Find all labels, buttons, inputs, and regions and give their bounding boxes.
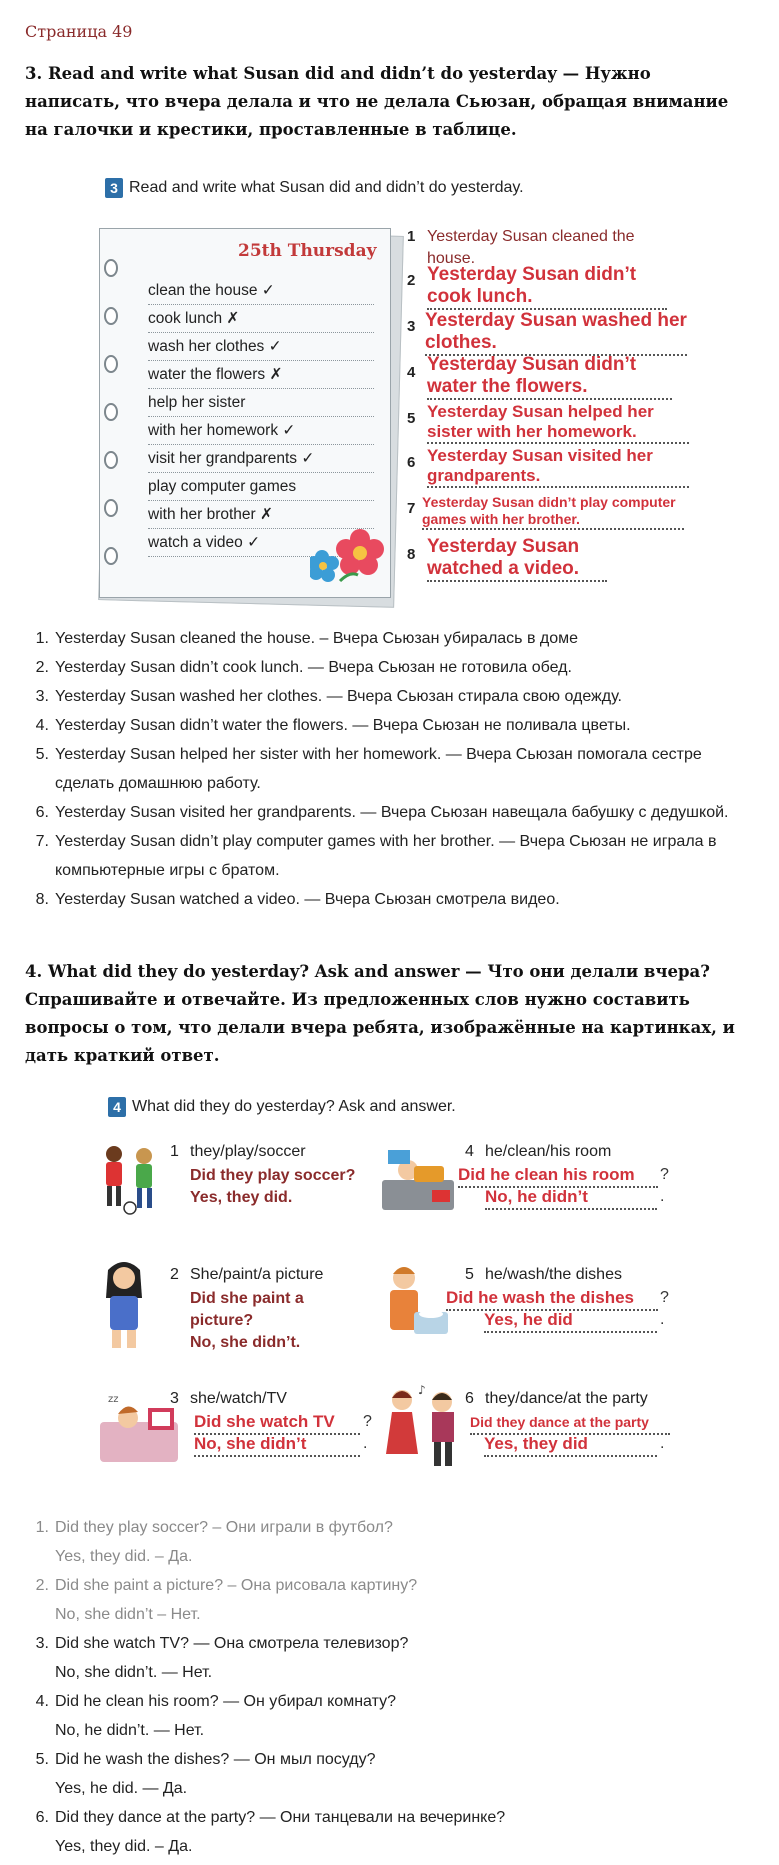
list-item-answer: No, he didn’t. — Нет. (55, 1722, 205, 1739)
item-number: 3 (170, 1390, 179, 1407)
answer-handwritten: Yesterday Susan didn’t play computer games with her brother. (422, 494, 684, 530)
ring-icon (104, 547, 118, 565)
exercise-number-badge: 3 (105, 178, 123, 198)
item-number: 6 (465, 1390, 474, 1407)
answer-printed: Yesterday Susan cleaned the house. (427, 228, 635, 267)
answer-handwritten: Yesterday Susan washed her clothes. (425, 310, 687, 356)
list-item: 6. Yesterday Susan visited her grandparents. — Вчера Сьюзан навещала бабушку с дедушкой. (35, 804, 729, 821)
svg-text:zz: zz (108, 1394, 119, 1405)
list-item: 5. Yesterday Susan helped her sister with her homework. — Вчера Сьюзан помогала сестре сделать домашнюю работу. (35, 746, 702, 792)
item-question-handwritten: Did he wash the dishes (446, 1287, 658, 1311)
period-mark: . (660, 1188, 665, 1205)
notebook-item: cook lunch ✗ (148, 305, 374, 333)
page-label: Страница 49 (25, 22, 133, 41)
list-item: 5. Did he wash the dishes? — Он мыл посуду? (35, 1751, 376, 1768)
item-number: 1 (170, 1143, 179, 1160)
list-item: 8. Yesterday Susan watched a video. — Вчера Сьюзан смотрела видео. (35, 891, 560, 908)
period-mark: . (363, 1435, 368, 1452)
item-prompt: he/clean/his room (485, 1143, 612, 1160)
answer-handwritten: Yesterday Susan didn’t cook lunch. (427, 264, 667, 310)
answer-number: 3 (407, 318, 416, 335)
flower-icon (310, 519, 390, 589)
item-answer-handwritten: Yes, he did (484, 1309, 657, 1333)
question-mark: ? (660, 1166, 669, 1183)
boy-washing-dishes-picture (380, 1262, 450, 1342)
ring-icon (104, 259, 118, 277)
notebook-item: wash her clothes ✓ (148, 333, 374, 361)
notebook (99, 228, 391, 598)
answer-handwritten: Yesterday Susan didn’t water the flowers. (427, 354, 672, 400)
question-mark: ? (660, 1289, 669, 1306)
list-item: 4. Yesterday Susan didn’t water the flowers. — Вчера Сьюзан не поливала цветы. (35, 717, 631, 734)
item-question: Did they play soccer? (190, 1167, 356, 1184)
svg-text:♪: ♪ (418, 1383, 426, 1397)
ring-icon (104, 451, 118, 469)
period-mark: . (660, 1435, 665, 1452)
notebook-item: water the flowers ✗ (148, 361, 374, 389)
item-prompt: she/watch/TV (190, 1390, 287, 1407)
answer-number: 8 (407, 546, 416, 563)
question-mark: ? (363, 1413, 372, 1430)
period-mark: . (660, 1311, 665, 1328)
list-item: 7. Yesterday Susan didn’t play computer games with her brother. — Вчера Сьюзан не играла в компьютерные игры с братом. (35, 833, 717, 879)
answer-number: 6 (407, 454, 416, 471)
answer-number: 7 (407, 500, 416, 517)
item-prompt: he/wash/the dishes (485, 1266, 622, 1283)
girl-painting-picture (102, 1258, 146, 1350)
item-answer: No, she didn’t. (190, 1334, 301, 1351)
notebook-item: play computer games (148, 473, 374, 501)
item-answer-handwritten: Yes, they did (484, 1433, 657, 1457)
item-question-handwritten: Did she watch TV (194, 1411, 360, 1435)
item-prompt: they/dance/at the party (485, 1390, 648, 1407)
girl-watching-tv-picture (98, 1388, 180, 1468)
people-dancing-picture (378, 1382, 470, 1470)
item-answer-handwritten: No, she didn’t (194, 1433, 360, 1457)
list-item: 6. Did they dance at the party? — Они танцевали на вечеринке? (35, 1809, 506, 1826)
ring-icon (104, 499, 118, 517)
list-item: 3. Did she watch TV? — Она смотрела телевизор? (35, 1635, 409, 1652)
answer-number: 1 (407, 228, 416, 245)
item-number: 2 (170, 1266, 179, 1283)
notebook-item: with her brother ✗ (148, 501, 374, 529)
ring-icon (104, 355, 118, 373)
notebook-item: visit her grandparents ✓ (148, 445, 374, 473)
list-item: 2. Yesterday Susan didn’t cook lunch. — Вчера Сьюзан не готовила обед. (35, 659, 572, 676)
answer-handwritten: Yesterday Susan watched a video. (427, 536, 607, 582)
soccer-players-picture (96, 1140, 166, 1216)
exercise-number-badge: 4 (108, 1097, 126, 1117)
answer-number: 4 (407, 364, 416, 381)
exercise-4-heading: 4. What did they do yesterday? Ask and answer — Что они делали вчера? Спрашивайте и отвечайте. Из предложенных слов нужно составить вопросы о том, что делали вчера ребята, изображённые на картинках, и дать краткий ответ. (25, 962, 735, 1065)
exercise-4-instruction: What did they do yesterday? Ask and answer. (132, 1098, 456, 1115)
notebook-item: clean the house ✓ (148, 277, 374, 305)
item-answer: Yes, they did. (190, 1189, 293, 1206)
list-item: 2. Did she paint a picture? – Она рисовала картину? (35, 1577, 418, 1594)
item-number: 5 (465, 1266, 474, 1283)
list-item: 1. Did they play soccer? – Они играли в футбол? (35, 1519, 393, 1536)
list-item: 1. Yesterday Susan cleaned the house. – Вчера Сьюзан убиралась в доме (35, 630, 579, 647)
list-item-answer: No, she didn’t. — Нет. (55, 1664, 213, 1681)
item-prompt: they/play/soccer (190, 1143, 306, 1160)
list-item-answer: Yes, he did. — Да. (55, 1780, 188, 1797)
item-answer-handwritten: No, he didn’t (485, 1186, 657, 1210)
ring-icon (104, 403, 118, 421)
item-number: 4 (465, 1143, 474, 1160)
notebook-item: with her homework ✓ (148, 417, 374, 445)
exercise-3-answer-list (25, 624, 755, 914)
list-item-answer: Yes, they did. – Да. (55, 1838, 193, 1855)
notebook-date: 25th Thursday (238, 241, 377, 261)
item-question: Did she paint a picture? (190, 1290, 304, 1329)
boy-cleaning-room-picture (378, 1140, 458, 1216)
list-item-answer: Yes, they did. – Да. (55, 1548, 193, 1565)
exercise-3-heading: 3. Read and write what Susan did and didn’t do yesterday — Нужно написать, что вчера делала и что не делала Сьюзан, обращая внимание на галочки и крестики, проставленные в таблице. (25, 64, 729, 139)
exercise-3-book-title (105, 178, 524, 198)
answer-handwritten: Yesterday Susan visited her grandparents. (427, 446, 689, 488)
notebook-item: help her sister (148, 389, 374, 417)
answer-number: 2 (407, 272, 416, 289)
list-item: 4. Did he clean his room? — Он убирал комнату? (35, 1693, 396, 1710)
ring-icon (104, 307, 118, 325)
list-item-answer: No, she didn’t – Нет. (55, 1606, 201, 1623)
exercise-3-instruction: Read and write what Susan did and didn’t do yesterday. (129, 179, 524, 196)
item-prompt: She/paint/a picture (190, 1266, 324, 1283)
exercise-4-answer-list (25, 1513, 755, 1861)
exercise-4-book-title (108, 1097, 456, 1117)
item-question-handwritten: Did they dance at the party (470, 1411, 670, 1435)
answer-number: 5 (407, 410, 416, 427)
notebook-item: watch a video ✓ (148, 529, 374, 557)
answer-handwritten: Yesterday Susan helped her sister with her homework. (427, 402, 689, 444)
item-question-handwritten: Did he clean his room (458, 1164, 658, 1188)
list-item: 3. Yesterday Susan washed her clothes. — Вчера Сьюзан стирала свою одежду. (35, 688, 622, 705)
